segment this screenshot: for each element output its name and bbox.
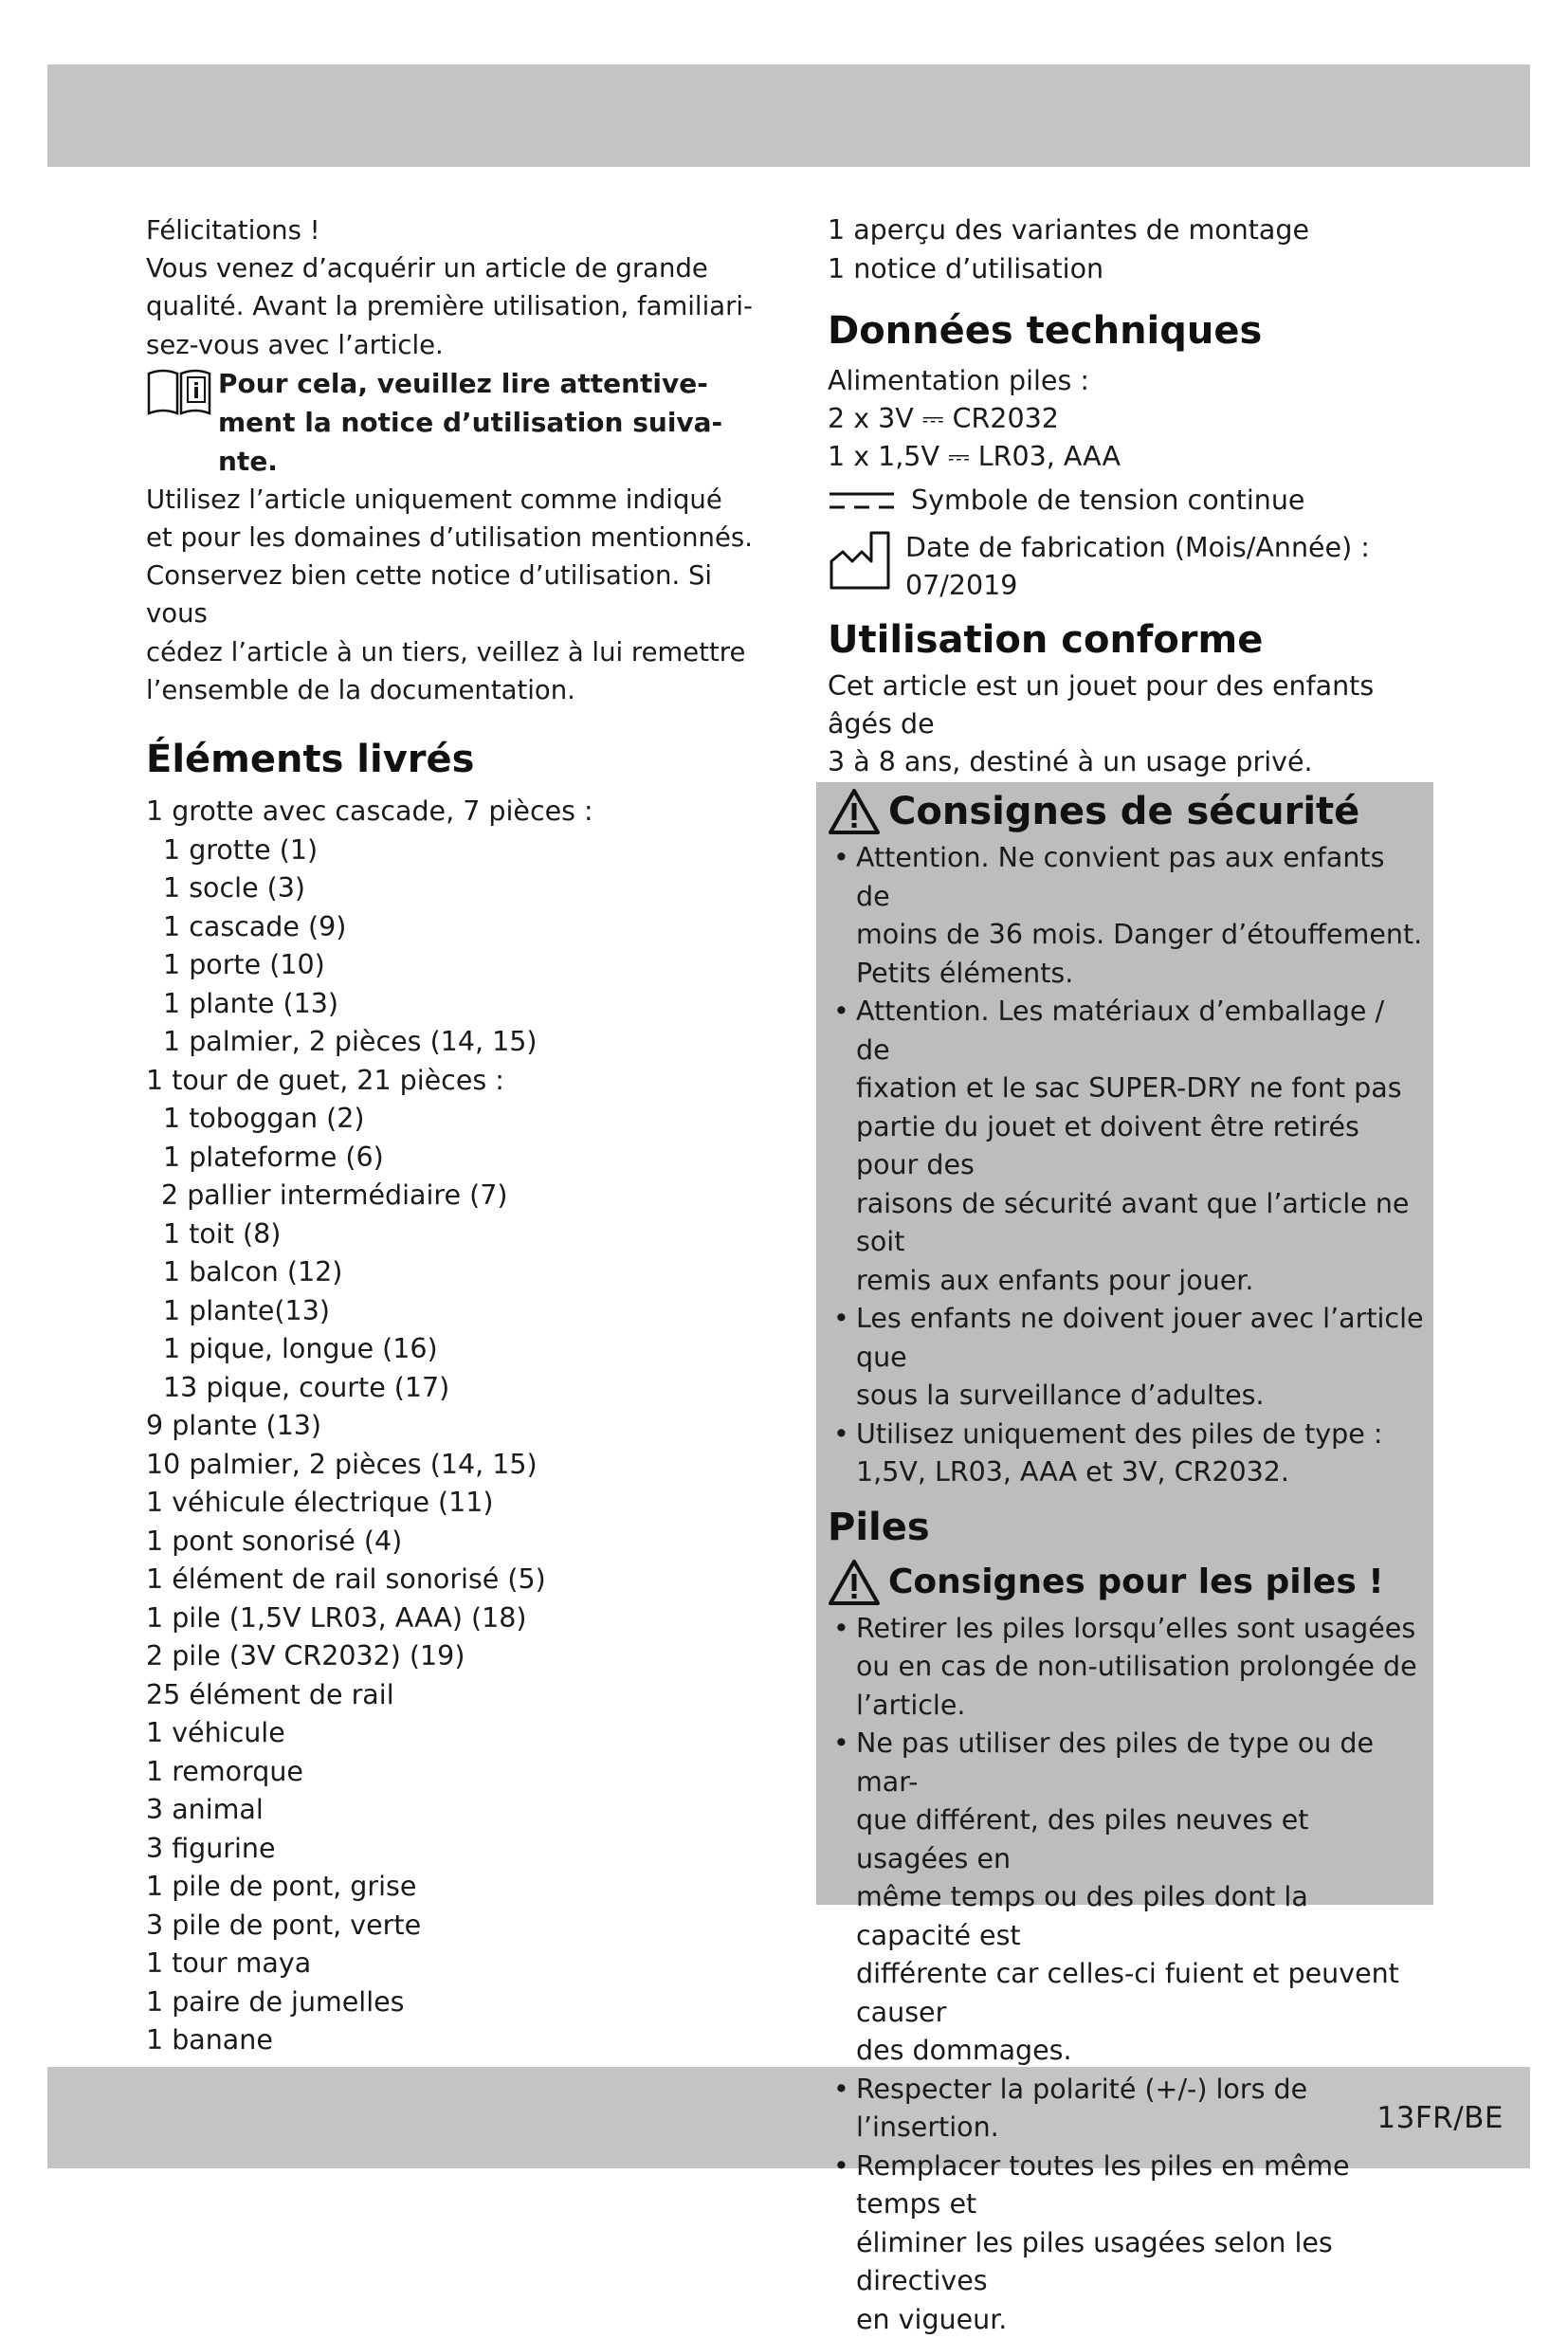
bullet-line: partie du jouet et doivent être retirés pour des (856, 1108, 1425, 1185)
tech-data (828, 362, 1434, 605)
bullet-line: fixation et le sac SUPER-DRY ne font pas (856, 1069, 1425, 1108)
list-item: 2 pallier intermédiaire (7) (146, 1177, 753, 1215)
batteries-title-row (828, 1559, 1425, 1606)
list-item: 1 balcon (12) (146, 1253, 753, 1292)
list-item: 1 véhicule (146, 1714, 753, 1753)
delivery-heading: Éléments livrés (146, 736, 753, 783)
list-item: 1 toit (8) (146, 1215, 753, 1254)
svg-text:i: i (192, 380, 200, 404)
list-item: 2 pile (3V CR2032) (19) (146, 1637, 753, 1676)
list-item: 1 notice d’utilisation (828, 250, 1434, 289)
list-item: 1 grotte (1) (146, 831, 753, 870)
intro-line: Vous venez d’acquérir un article de grande (146, 249, 753, 287)
bullet-line: même temps ou des piles dont la capacité est (856, 1878, 1425, 1955)
factory-icon (828, 529, 894, 592)
delivery-list (146, 793, 753, 2060)
greeting: Félicitations ! (146, 211, 753, 249)
usage-line: et pour les domaines d’utilisation mentionnés. (146, 519, 753, 557)
usage-line: Utilisez l’article uniquement comme indiqué (146, 481, 753, 519)
list-item: 1 plateforme (6) (146, 1139, 753, 1178)
bullet-line: raisons de sécurité avant que l’article ne soit (856, 1185, 1425, 1262)
bullet-line: • Les enfants ne doivent jouer avec l’article que (856, 1300, 1425, 1377)
warning-icon (828, 788, 881, 835)
list-item: 1 remorque (146, 1753, 753, 1792)
bullet-line: • Ne pas utiliser des piles de type ou de mar- (856, 1725, 1425, 1801)
usage-line: l’ensemble de la documentation. (146, 671, 753, 709)
bullet-item (828, 1416, 1425, 1492)
list-item: 3 pile de pont, verte (146, 1907, 753, 1946)
list-item: 1 tour maya (146, 1945, 753, 1983)
manufacture-date: 07/2019 (905, 567, 1370, 605)
list-item: 1 tour de guet, 21 pièces : (146, 1062, 753, 1101)
safety-title-row (828, 788, 1425, 835)
bullet-line: • Respecter la polarité (+/-) lors de l’insertion. (856, 2071, 1425, 2147)
notice-line: Pour cela, veuillez lire attentive- (218, 364, 753, 403)
dc-symbol-row (828, 482, 1434, 520)
list-item: 1 cascade (9) (146, 908, 753, 947)
left-column (146, 211, 753, 2060)
list-item: 1 véhicule électrique (11) (146, 1484, 753, 1523)
bullet-item (828, 839, 1425, 993)
list-item: 1 paire de jumelles (146, 1983, 753, 2022)
bullet-line: ou en cas de non-utilisation prolongée de (856, 1648, 1425, 1687)
list-item: 1 palmier, 2 pièces (14, 15) (146, 1023, 753, 1062)
bullet-item (828, 1610, 1425, 1726)
list-item: 1 pile (1,5V LR03, AAA) (18) (146, 1599, 753, 1638)
battery-bullets (828, 1610, 1425, 2339)
bullet-line: 1,5V, LR03, AAA et 3V, CR2032. (856, 1453, 1425, 1492)
bullet-line: des dommages. (856, 2032, 1425, 2071)
manufacture-row (828, 529, 1434, 605)
list-item: 1 aperçu des variantes de montage (828, 211, 1434, 250)
list-item: 9 plante (13) (146, 1407, 753, 1446)
notice-line: nte. (218, 442, 753, 481)
read-notice (146, 364, 753, 481)
warning-icon (828, 1559, 881, 1606)
list-item: 1 plante (13) (146, 985, 753, 1024)
intended-use-line: Cet article est un jouet pour des enfants âgés de (828, 667, 1434, 743)
list-item: 1 pique, longue (16) (146, 1330, 753, 1369)
bullet-line: que différent, des piles neuves et usagées en (856, 1801, 1425, 1878)
header-bar (47, 64, 1530, 167)
page-number: 13FR/BE (1377, 2101, 1504, 2135)
battery-line: 2 x 3V ⎓ CR2032 (828, 400, 1434, 438)
list-item: 3 figurine (146, 1830, 753, 1869)
bullet-item (828, 1725, 1425, 2071)
list-item: 1 élément de rail sonorisé (5) (146, 1561, 753, 1599)
notice-line: ment la notice d’utilisation suiva- (218, 403, 753, 442)
bullet-line: sous la surveillance d’adultes. (856, 1377, 1425, 1416)
bullet-line: • Retirer les piles lorsqu’elles sont usagées (856, 1610, 1425, 1649)
list-item: 1 plante(13) (146, 1292, 753, 1331)
list-item: 25 élément de rail (146, 1676, 753, 1715)
bullet-item (828, 993, 1425, 1300)
usage-line: cédez l’article à un tiers, veillez à lui remettre (146, 633, 753, 671)
delivery-list-continued (828, 211, 1434, 288)
list-item: 1 pont sonorisé (4) (146, 1523, 753, 1562)
bullet-item (828, 2147, 1425, 2339)
intended-use-heading: Utilisation conforme (828, 616, 1434, 664)
usage-line: Conservez bien cette notice d’utilisation. Si vous (146, 557, 753, 632)
book-info-icon (146, 368, 212, 417)
list-item: 1 grotte avec cascade, 7 pièces : (146, 793, 753, 831)
bullet-item (828, 2071, 1425, 2147)
batteries-subheading: Consignes pour les piles ! (888, 1559, 1384, 1606)
list-item: 1 porte (10) (146, 946, 753, 985)
bullet-line: remis aux enfants pour jouer. (856, 1262, 1425, 1301)
bullet-line: en vigueur. (856, 2301, 1425, 2339)
list-item: 13 pique, courte (17) (146, 1369, 753, 1408)
list-item: 10 palmier, 2 pièces (14, 15) (146, 1446, 753, 1485)
bullet-line: éliminer les piles usagées selon les directives (856, 2224, 1425, 2301)
tech-heading: Données techniques (828, 307, 1434, 355)
usage-text (146, 481, 753, 709)
list-item: 1 socle (3) (146, 869, 753, 908)
bullet-line: • Attention. Ne convient pas aux enfants de (856, 839, 1425, 916)
intended-use-line: 3 à 8 ans, destiné à un usage privé. (828, 743, 1434, 781)
intro-section (146, 211, 753, 364)
battery-line: 1 x 1,5V ⎓ LR03, AAA (828, 438, 1434, 476)
dc-voltage-icon (828, 488, 896, 513)
bullet-line: • Attention. Les matériaux d’emballage / de (856, 993, 1425, 1069)
batteries-heading: Piles (828, 1504, 1425, 1551)
safety-box (816, 782, 1433, 1905)
list-item: 1 toboggan (2) (146, 1100, 753, 1139)
safety-heading: Consignes de sécurité (888, 788, 1359, 835)
intended-use-text (828, 667, 1434, 782)
list-item: 3 animal (146, 1791, 753, 1830)
bullet-line: moins de 36 mois. Danger d’étouffement. (856, 916, 1425, 955)
bullet-line: Petits éléments. (856, 955, 1425, 994)
intro-line: sez-vous avec l’article. (146, 326, 753, 364)
right-column (828, 211, 1434, 782)
manufacture-label: Date de fabrication (Mois/Année) : (905, 529, 1370, 567)
intro-line: qualité. Avant la première utilisation, familiari- (146, 287, 753, 325)
dc-symbol-text: Symbole de tension continue (911, 482, 1304, 520)
bullet-item (828, 1300, 1425, 1416)
bullet-line: différente car celles-ci fuient et peuvent causer (856, 1955, 1425, 2032)
supply-label: Alimentation piles : (828, 362, 1434, 400)
safety-bullets (828, 839, 1425, 1492)
bullet-line: l’article. (856, 1687, 1425, 1726)
list-item: 1 banane (146, 2021, 753, 2060)
bullet-line: • Utilisez uniquement des piles de type : (856, 1416, 1425, 1454)
bullet-line: • Remplacer toutes les piles en même temps et (856, 2147, 1425, 2224)
list-item: 1 pile de pont, grise (146, 1868, 753, 1907)
